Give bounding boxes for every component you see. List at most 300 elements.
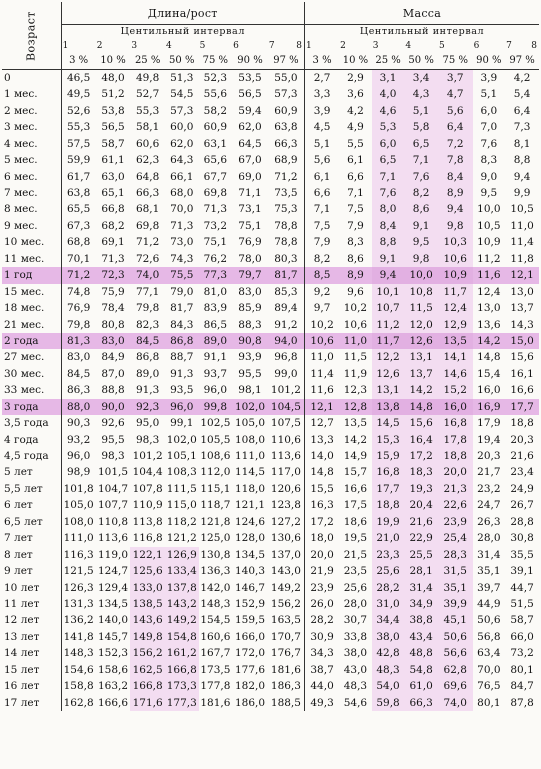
age-cell: 1 мес. (2, 86, 61, 102)
mass-value-cell: 11,8 (510, 252, 534, 265)
mass-value-cell: 7,5 (347, 203, 364, 216)
length-value-cell: 70,0 (170, 203, 194, 216)
mass-value-cell: 21,6 (404, 514, 438, 530)
mass-value-cell: 11,4 (510, 236, 534, 249)
mass-value-cell: 8,6 (404, 202, 438, 218)
interval-number: 8 (296, 41, 303, 51)
mass-value-cell: 18,8 (510, 417, 534, 430)
mass-value-cell: 30,8 (510, 532, 534, 545)
length-interval-number-cell (96, 39, 131, 53)
mass-value-cell: 74,0 (438, 695, 473, 711)
length-value-cell: 145,7 (97, 630, 129, 643)
mass-value-cell: 22,9 (404, 530, 438, 546)
mass-value-cell: 5,1 (305, 136, 340, 152)
length-value-cell: 177,6 (234, 663, 266, 676)
length-value-cell: 55,3 (135, 104, 160, 117)
mass-value-cell: 13,8 (372, 399, 405, 415)
length-value-cell: 81,3 (61, 333, 96, 349)
interval-number: 1 (62, 41, 69, 51)
interval-number: 1 (306, 41, 312, 51)
length-value-cell: 96,0 (165, 399, 199, 415)
length-value-cell: 71,2 (274, 170, 298, 183)
age-cell: 2 мес. (2, 103, 61, 119)
mass-value-cell: 26,7 (510, 499, 534, 512)
length-value-cell: 79,7 (232, 267, 268, 283)
mass-value-cell: 18,6 (343, 515, 368, 528)
interval-number: 2 (340, 41, 346, 51)
length-value-cell: 133,4 (165, 563, 199, 579)
table-row (2, 169, 539, 185)
mass-value-cell: 45,1 (438, 612, 473, 628)
mass-value-cell: 34,9 (404, 596, 438, 612)
length-value-cell: 75,5 (165, 267, 199, 283)
length-value-cell: 172,0 (234, 647, 266, 660)
length-value-cell: 128,0 (234, 532, 266, 545)
length-value-cell: 133,0 (130, 580, 165, 596)
age-cell: 9 мес. (2, 218, 61, 234)
table-row (2, 300, 539, 316)
interval-number: 5 (438, 41, 445, 51)
length-value-cell: 69,1 (101, 236, 125, 249)
mass-value-cell: 18,8 (372, 497, 405, 513)
length-value-cell: 123,8 (270, 499, 301, 512)
age-cell: 11 мес. (2, 251, 61, 267)
length-value-cell: 101,5 (97, 466, 129, 479)
length-value-cell: 149,2 (165, 612, 199, 628)
mass-value-cell: 28,3 (438, 547, 473, 563)
length-value-cell: 52,7 (135, 88, 160, 101)
mass-value-cell: 16,1 (510, 367, 534, 380)
mass-value-cell: 20,4 (404, 497, 438, 513)
mass-value-cell: 8,8 (372, 234, 405, 250)
mass-value-cell: 6,4 (513, 104, 531, 117)
length-value-cell: 78,8 (274, 236, 298, 249)
length-percentile-header: 10 % (96, 53, 131, 70)
mass-value-cell: 10,0 (477, 203, 501, 216)
mass-value-cell: 38,8 (404, 612, 438, 628)
length-value-cell: 62,0 (238, 121, 262, 134)
mass-value-cell: 13,7 (404, 366, 438, 382)
mass-interval-number-cell (505, 39, 539, 53)
mass-value-cell: 11,0 (305, 349, 340, 365)
length-value-cell: 112,0 (200, 466, 231, 479)
mass-value-cell: 4,3 (404, 86, 438, 102)
mass-value-cell: 9,4 (438, 202, 473, 218)
length-value-cell: 99,0 (274, 367, 298, 380)
mass-value-cell: 10,5 (510, 203, 534, 216)
mass-value-cell: 11,6 (473, 267, 506, 283)
mass-value-cell: 20,3 (477, 450, 501, 463)
length-value-cell: 63,0 (101, 170, 125, 183)
length-value-cell: 143,6 (130, 612, 165, 628)
mass-value-cell: 16,0 (477, 384, 501, 397)
length-value-cell: 92,6 (101, 417, 125, 430)
mass-value-cell: 28,2 (305, 612, 340, 628)
mass-value-cell: 6,0 (372, 136, 405, 152)
growth-percentile-table (2, 2, 539, 711)
mass-value-cell: 14,2 (473, 333, 506, 349)
length-value-cell: 143,0 (270, 565, 301, 578)
mass-value-cell: 5,5 (347, 137, 364, 150)
length-value-cell: 136,2 (63, 614, 94, 627)
length-value-cell: 71,3 (203, 203, 228, 216)
mass-value-cell: 4,6 (372, 103, 405, 119)
table-row (2, 415, 539, 431)
mass-value-cell: 21,5 (343, 548, 368, 561)
mass-value-cell: 9,0 (480, 170, 498, 183)
table-row (2, 333, 539, 349)
mass-value-cell: 6,5 (372, 152, 405, 168)
length-value-cell: 72,3 (96, 267, 131, 283)
mass-value-cell: 59,8 (372, 695, 405, 711)
mass-value-cell: 7,5 (305, 218, 340, 234)
length-value-cell: 80,8 (101, 318, 125, 331)
mass-value-cell: 9,7 (305, 300, 340, 316)
mass-value-cell: 8,9 (339, 267, 372, 283)
mass-value-cell: 15,7 (343, 466, 368, 479)
length-value-cell: 84,9 (101, 351, 125, 364)
length-value-cell: 101,2 (132, 450, 163, 463)
length-value-cell: 88,7 (170, 351, 194, 364)
mass-value-cell: 13,5 (343, 417, 368, 430)
mass-value-cell: 76,5 (477, 680, 501, 693)
mass-value-cell: 9,9 (513, 187, 531, 200)
table-row (2, 465, 539, 481)
mass-value-cell: 80,1 (477, 696, 501, 709)
mass-value-cell: 8,5 (305, 267, 340, 283)
mass-value-cell: 16,4 (404, 432, 438, 448)
length-value-cell: 92,3 (130, 399, 165, 415)
age-cell: 30 мес. (2, 366, 61, 382)
length-value-cell: 111,0 (234, 450, 266, 463)
age-cell: 4 года (2, 432, 61, 448)
mass-value-cell: 14,6 (438, 366, 473, 382)
mass-interval-number-cell (404, 39, 438, 53)
length-value-cell: 177,3 (165, 695, 199, 711)
length-value-cell: 115,0 (166, 499, 197, 512)
mass-interval-number-cell (339, 39, 372, 53)
length-value-cell: 129,4 (97, 581, 129, 594)
mass-value-cell: 14,8 (477, 351, 501, 364)
interval-number: 4 (405, 41, 412, 51)
mass-value-cell: 23,9 (438, 514, 473, 530)
mass-value-cell: 10,6 (305, 333, 340, 349)
mass-value-cell: 10,9 (438, 267, 473, 283)
length-value-cell: 107,7 (97, 499, 129, 512)
mass-value-cell: 7,6 (372, 185, 405, 201)
length-value-cell: 84,3 (170, 318, 194, 331)
length-percentile-header: 90 % (232, 53, 268, 70)
length-value-cell: 73,1 (238, 203, 262, 216)
length-value-cell: 116,8 (132, 532, 163, 545)
mass-value-cell: 17,7 (372, 481, 405, 497)
mass-value-cell: 5,8 (404, 119, 438, 135)
length-value-cell: 55,6 (203, 88, 228, 101)
length-value-cell: 52,3 (203, 71, 228, 84)
mass-value-cell: 7,9 (347, 219, 364, 232)
mass-value-cell: 23,5 (343, 565, 368, 578)
length-value-cell: 121,1 (234, 499, 266, 512)
mass-value-cell: 31,0 (372, 596, 405, 612)
mass-value-cell: 17,2 (305, 514, 340, 530)
length-interval-number-cell (165, 39, 199, 53)
length-value-cell: 60,0 (170, 121, 194, 134)
mass-value-cell: 8,3 (480, 154, 498, 167)
mass-value-cell: 12,2 (372, 349, 405, 365)
length-value-cell: 96,8 (274, 351, 298, 364)
length-value-cell: 140,3 (234, 565, 266, 578)
length-value-cell: 57,3 (274, 88, 298, 101)
mass-value-cell: 9,8 (404, 251, 438, 267)
length-value-cell: 83,0 (96, 333, 131, 349)
mass-value-cell: 13,6 (477, 318, 501, 331)
age-cell: 8 мес. (2, 202, 61, 218)
length-value-cell: 124,7 (97, 565, 129, 578)
length-value-cell: 83,9 (203, 302, 228, 315)
mass-value-cell: 23,2 (477, 482, 501, 495)
length-value-cell: 46,5 (66, 71, 91, 84)
mass-value-cell: 12,3 (343, 384, 368, 397)
length-value-cell: 88,8 (101, 384, 125, 397)
mass-value-cell: 15,6 (510, 351, 534, 364)
length-value-cell: 154,5 (200, 614, 231, 627)
length-value-cell: 66,3 (135, 187, 160, 200)
length-value-cell: 141,8 (63, 630, 94, 643)
length-value-cell: 134,5 (97, 597, 129, 610)
length-value-cell: 71,2 (61, 267, 96, 283)
mass-value-cell: 11,4 (305, 366, 340, 382)
mass-value-cell: 17,8 (438, 432, 473, 448)
length-value-cell: 75,9 (101, 285, 125, 298)
table-row (2, 432, 539, 448)
length-value-cell: 67,0 (238, 154, 262, 167)
table-row (2, 645, 539, 661)
length-value-cell: 99,8 (199, 399, 233, 415)
length-value-cell: 160,6 (200, 630, 231, 643)
mass-value-cell: 51,5 (510, 597, 534, 610)
mass-value-cell: 14,5 (372, 415, 405, 431)
mass-value-cell: 34,3 (305, 645, 340, 661)
mass-value-cell: 11,7 (372, 333, 405, 349)
length-percentile-header: 97 % (268, 53, 305, 70)
mass-value-cell: 21,7 (477, 466, 501, 479)
length-value-cell: 156,2 (130, 645, 165, 661)
length-value-cell: 68,2 (101, 219, 125, 232)
mass-value-cell: 28,1 (404, 563, 438, 579)
length-value-cell: 83,0 (66, 351, 91, 364)
mass-value-cell: 12,0 (404, 317, 438, 333)
mass-value-cell: 11,5 (404, 300, 438, 316)
length-value-cell: 58,7 (101, 137, 125, 150)
length-value-cell: 96,0 (203, 384, 228, 397)
length-value-cell: 161,2 (165, 645, 199, 661)
table-row (2, 629, 539, 645)
length-value-cell: 95,5 (238, 367, 262, 380)
length-value-cell: 94,0 (268, 333, 305, 349)
length-value-cell: 89,0 (199, 333, 233, 349)
mass-value-cell: 11,6 (305, 382, 340, 398)
table-row (2, 234, 539, 250)
table-row (2, 136, 539, 152)
mass-interval-number-cell (438, 39, 473, 53)
table-row (2, 547, 539, 563)
length-value-cell: 101,2 (270, 384, 301, 397)
length-value-cell: 48,0 (101, 71, 125, 84)
length-value-cell: 68,0 (170, 187, 194, 200)
length-value-cell: 98,3 (135, 433, 160, 446)
length-value-cell: 66,3 (274, 137, 298, 150)
mass-value-cell: 15,9 (372, 448, 405, 464)
length-value-cell: 67,3 (66, 219, 91, 232)
age-cell: 14 лет (2, 645, 61, 661)
length-value-cell: 163,2 (97, 680, 129, 693)
length-value-cell: 79,8 (135, 302, 160, 315)
length-value-cell: 102,0 (232, 399, 268, 415)
length-value-cell: 99,1 (170, 417, 194, 430)
mass-value-cell: 5,1 (404, 103, 438, 119)
mass-value-cell: 5,6 (305, 152, 340, 168)
mass-value-cell: 17,9 (477, 417, 501, 430)
length-value-cell: 176,7 (270, 647, 301, 660)
interval-number: 3 (372, 41, 379, 51)
mass-value-cell: 10,8 (404, 284, 438, 300)
mass-value-cell: 10,0 (404, 267, 438, 283)
mass-value-cell: 8,9 (438, 185, 473, 201)
length-value-cell: 53,5 (238, 71, 262, 84)
length-value-cell: 56,5 (101, 121, 125, 134)
mass-value-cell: 7,9 (305, 234, 340, 250)
length-value-cell: 93,7 (203, 367, 228, 380)
table-row (2, 382, 539, 398)
mass-percentile-header: 3 % (305, 53, 340, 70)
mass-value-cell: 21,6 (510, 450, 534, 463)
mass-value-cell: 14,0 (305, 448, 340, 464)
mass-value-cell: 28,8 (510, 515, 534, 528)
length-value-cell: 88,3 (238, 318, 262, 331)
mass-value-cell: 6,6 (305, 185, 340, 201)
mass-value-cell: 3,9 (305, 103, 340, 119)
length-value-cell: 64,5 (238, 137, 262, 150)
length-value-cell: 111,0 (63, 532, 94, 545)
mass-value-cell: 3,9 (480, 71, 498, 84)
table-row (2, 662, 539, 678)
mass-value-cell: 73,2 (510, 647, 534, 660)
length-value-cell: 88,0 (61, 399, 96, 415)
mass-value-cell: 7,1 (347, 187, 364, 200)
length-value-cell: 131,3 (63, 597, 94, 610)
length-value-cell: 78,8 (274, 219, 298, 232)
mass-value-cell: 8,0 (372, 202, 405, 218)
mass-value-cell: 14,2 (404, 382, 438, 398)
mass-value-cell: 44,0 (305, 678, 340, 694)
mass-value-cell: 7,1 (305, 202, 340, 218)
mass-interval-number-cell (305, 39, 340, 53)
length-value-cell: 89,0 (135, 367, 160, 380)
mass-value-cell: 4,2 (513, 71, 531, 84)
mass-value-cell: 5,3 (372, 119, 405, 135)
length-value-cell: 71,3 (101, 252, 125, 265)
length-value-cell: 108,0 (234, 433, 266, 446)
mass-value-cell: 7,1 (372, 169, 405, 185)
mass-value-cell: 16,8 (372, 465, 405, 481)
length-value-cell: 63,8 (66, 187, 91, 200)
table-row (2, 678, 539, 694)
length-value-cell: 124,6 (234, 515, 266, 528)
length-value-cell: 76,2 (203, 252, 228, 265)
length-value-cell: 107,5 (270, 417, 301, 430)
mass-value-cell: 13,5 (438, 333, 473, 349)
table-row (2, 284, 539, 300)
age-cell: 6 мес. (2, 169, 61, 185)
mass-interval-number-cell (473, 39, 506, 53)
length-value-cell: 167,7 (200, 647, 231, 660)
mass-value-cell: 7,0 (480, 121, 498, 134)
length-value-cell: 105,1 (166, 450, 197, 463)
mass-value-cell: 21,9 (305, 563, 340, 579)
age-cell: 7 лет (2, 530, 61, 546)
length-value-cell: 118,2 (166, 515, 197, 528)
length-value-cell: 53,8 (101, 104, 125, 117)
length-value-cell: 170,7 (270, 630, 301, 643)
mass-value-cell: 38,7 (305, 662, 340, 678)
mass-value-cell: 4,5 (305, 119, 340, 135)
mass-percentile-header: 75 % (438, 53, 473, 70)
length-value-cell: 111,5 (166, 482, 197, 495)
length-value-cell: 113,8 (132, 515, 163, 528)
length-value-cell: 65,5 (66, 203, 91, 216)
mass-value-cell: 54,8 (404, 662, 438, 678)
length-value-cell: 71,2 (135, 236, 160, 249)
length-value-cell: 98,9 (66, 466, 91, 479)
mass-value-cell: 14,9 (343, 450, 368, 463)
length-value-cell: 68,1 (135, 203, 160, 216)
age-cell: 33 мес. (2, 382, 61, 398)
length-value-cell: 93,9 (238, 351, 262, 364)
table-row (2, 563, 539, 579)
mass-value-cell: 11,7 (438, 284, 473, 300)
table-row (2, 497, 539, 513)
mass-value-cell: 16,8 (438, 415, 473, 431)
mass-value-cell: 10,6 (343, 318, 368, 331)
mass-value-cell: 11,9 (343, 367, 368, 380)
length-value-cell: 90,3 (66, 417, 91, 430)
length-value-cell: 91,3 (170, 367, 194, 380)
length-value-cell: 89,4 (274, 302, 298, 315)
length-value-cell: 105,0 (234, 417, 266, 430)
age-cell: 7 мес. (2, 185, 61, 201)
length-value-cell: 60,6 (135, 137, 160, 150)
length-value-cell: 98,3 (101, 450, 125, 463)
mass-value-cell: 13,3 (305, 432, 340, 448)
table-row (2, 267, 539, 283)
length-value-cell: 91,2 (274, 318, 298, 331)
mass-value-cell: 69,6 (438, 678, 473, 694)
length-value-cell: 54,5 (170, 88, 194, 101)
table-row (2, 481, 539, 497)
length-interval-number-cell (130, 39, 165, 53)
age-cell: 5 лет (2, 465, 61, 481)
length-value-cell: 81,0 (203, 285, 228, 298)
length-value-cell: 73,2 (203, 219, 228, 232)
length-value-cell: 120,6 (270, 482, 301, 495)
mass-value-cell: 23,9 (305, 580, 340, 596)
mass-value-cell: 6,4 (438, 119, 473, 135)
length-value-cell: 63,1 (203, 137, 228, 150)
mass-value-cell: 19,3 (404, 481, 438, 497)
mass-value-cell: 25,6 (343, 581, 368, 594)
table-row (2, 596, 539, 612)
length-value-cell: 102,5 (200, 417, 231, 430)
